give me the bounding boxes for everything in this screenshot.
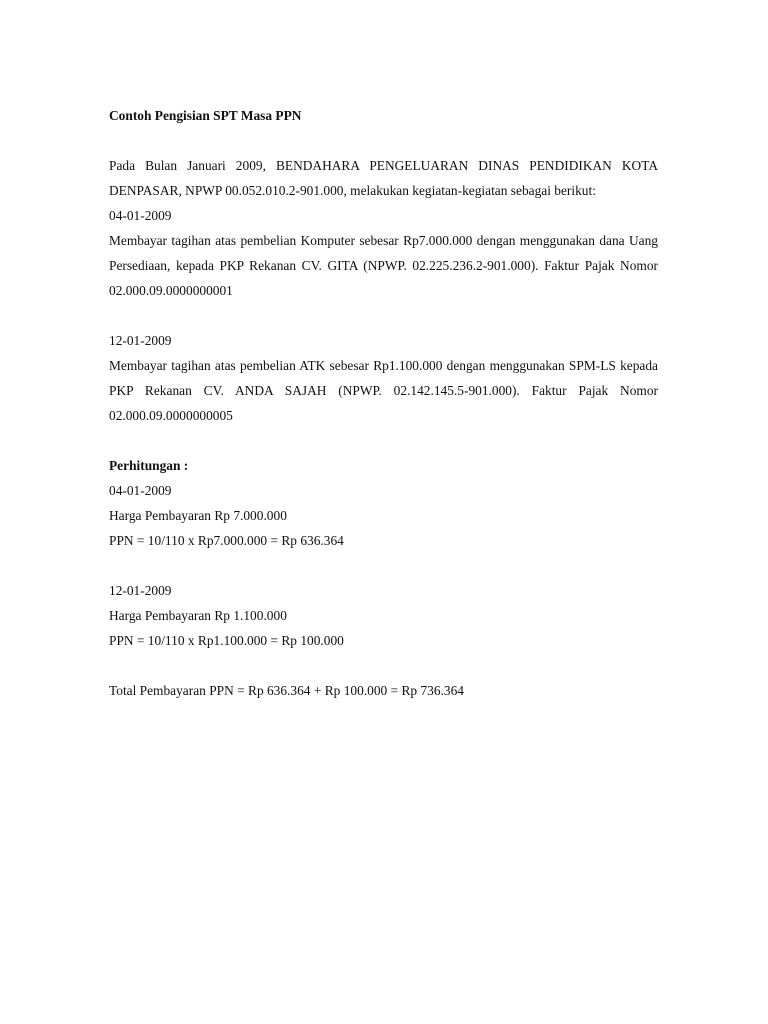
- calculation-payment: Harga Pembayaran Rp 7.000.000: [109, 508, 287, 523]
- transaction-date: 04-01-2009: [109, 208, 172, 223]
- spacer: [109, 303, 658, 328]
- transaction-date: 12-01-2009: [109, 333, 172, 348]
- spacer: [109, 428, 658, 453]
- calculation-payment: Harga Pembayaran Rp 1.100.000: [109, 608, 287, 623]
- total-ppn: Total Pembayaran PPN = Rp 636.364 + Rp 100.000 = Rp 736.364: [109, 683, 464, 698]
- calculation-ppn: PPN = 10/110 x Rp7.000.000 = Rp 636.364: [109, 533, 344, 548]
- calculation-heading: Perhitungan :: [109, 458, 189, 473]
- intro-paragraph: Pada Bulan Januari 2009, BENDAHARA PENGELUARAN DINAS PENDIDIKAN KOTA DENPASAR, NPWP 00.052.010.2-901.000, melakukan kegiatan-kegiatan sebagai berikut:: [109, 158, 658, 198]
- document-title: Contoh Pengisian SPT Masa PPN: [109, 108, 302, 123]
- document-body: [109, 103, 658, 703]
- transaction-description: Membayar tagihan atas pembelian ATK sebesar Rp1.100.000 dengan menggunakan SPM-LS kepada PKP Rekanan CV. ANDA SAJAH (NPWP. 02.142.145.5-901.000). Faktur Pajak Nomor 02.000.09.0000000005: [109, 358, 658, 423]
- spacer: [109, 653, 658, 678]
- transaction-description: Membayar tagihan atas pembelian Komputer sebesar Rp7.000.000 dengan menggunakan dana Uang Persediaan, kepada PKP Rekanan CV. GITA (NPWP. 02.225.236.2-901.000). Faktur Pajak Nomor 02.000.09.0000000001: [109, 233, 658, 298]
- spacer: [109, 553, 658, 578]
- spacer: [109, 128, 658, 153]
- calculation-ppn: PPN = 10/110 x Rp1.100.000 = Rp 100.000: [109, 633, 344, 648]
- calculation-date: 12-01-2009: [109, 583, 172, 598]
- calculation-date: 04-01-2009: [109, 483, 172, 498]
